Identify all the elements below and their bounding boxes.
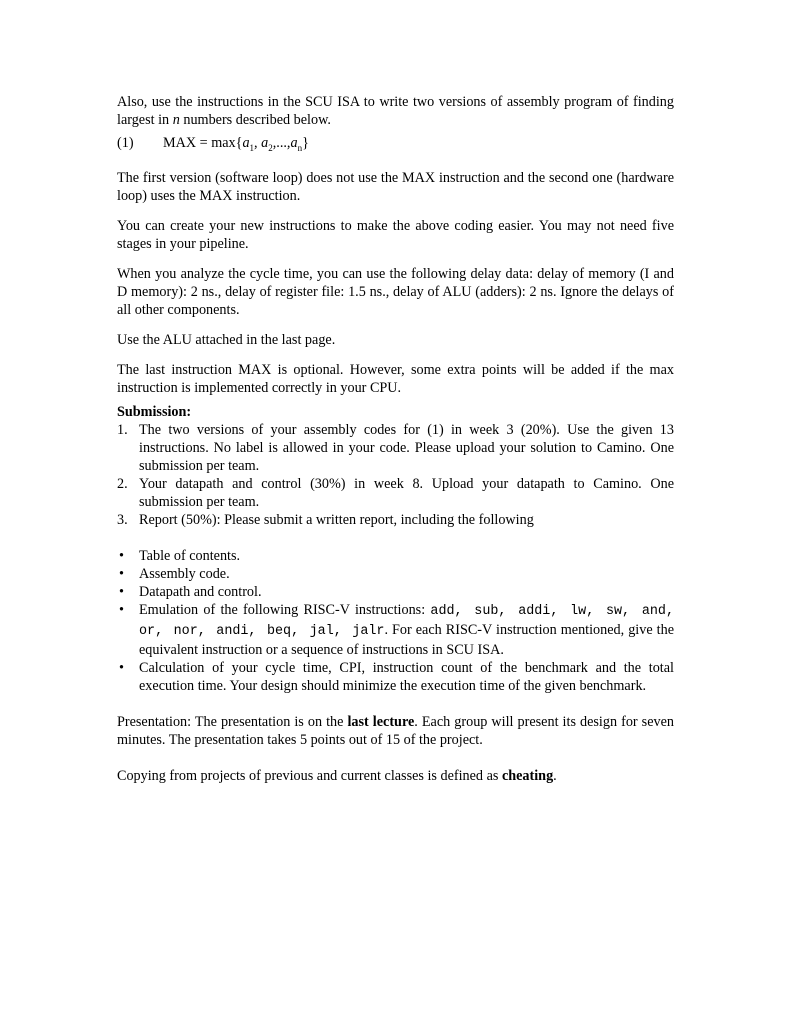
report-item-datapath: • Datapath and control. — [119, 584, 262, 600]
submission-item: 3. Report (50%): Please submit a written report, including the following — [117, 512, 534, 528]
last-lecture-emphasis: last lecture — [347, 714, 415, 730]
riscv-instruction-list: add, sub, addi, lw, sw, and, or, nor, andi, beq, jal, jalr — [139, 604, 674, 639]
variable-n: n — [172, 112, 180, 128]
submission-list — [117, 421, 674, 529]
bullet-icon: • — [119, 584, 124, 600]
bullet-icon: • — [119, 602, 124, 618]
cheating-paragraph: Copying from projects of previous and current classes is defined as cheating. — [117, 768, 557, 784]
report-item-calculation: • Calculation of your cycle time, CPI, instruction count of the benchmark and the total execution time. Your design should minimize the execution time of the given benchmark. — [119, 660, 674, 694]
equation-number: (1) — [117, 135, 134, 151]
cheating-emphasis: cheating — [501, 768, 554, 784]
new-instructions-paragraph: You can create your new instructions to make the above coding easier. You may not need five stages in your pipeline. — [117, 218, 674, 252]
equation-body: MAX = $\max\{a_1$, $a_2,...,a_n$} — [163, 135, 309, 153]
equation-1 — [117, 134, 674, 152]
bullet-icon: • — [119, 660, 124, 676]
document-body — [117, 93, 674, 785]
submission-heading: Submission: — [117, 404, 192, 420]
optional-paragraph: The last instruction MAX is optional. However, some extra points will be added if the max instruction is implemented correctly in your CPU. — [117, 362, 674, 396]
submission-item: 1. The two versions of your assembly codes for (1) in week 3 (20%). Use the given 13 instructions. No label is allowed in your code. Please upload your solution to Camino. One submission per team. — [117, 422, 674, 474]
report-item-toc: • Table of contents. — [119, 548, 241, 564]
alu-paragraph: Use the ALU attached in the last page. — [117, 332, 336, 348]
bullet-icon: • — [119, 566, 124, 582]
report-items-list — [117, 547, 674, 695]
versions-paragraph: The first version (software loop) does not use the MAX instruction and the second one (hardware loop) uses the MAX instruction. — [117, 170, 674, 204]
report-item-assembly: • Assembly code. — [119, 566, 230, 582]
delays-paragraph: When you analyze the cycle time, you can use the following delay data: delay of memory (I and D memory): 2 ns., delay of register file: 1.5 ns., delay of ALU (adders): 2 ns. Ignore the delays of all other components. — [117, 266, 674, 318]
submission-item: 2. Your datapath and control (30%) in week 8. Upload your datapath to Camino. One submission per team. — [117, 476, 674, 510]
report-item-emulation: • Emulation of the following RISC-V instructions: add, sub, addi, lw, sw, and, or, nor, andi, beq, jal, jalr. For each RISC-V instruction mentioned, give the equivalent instruction or a sequence of instructions in SCU ISA. — [119, 602, 674, 658]
intro-paragraph: Also, use the instructions in the SCU ISA to write two versions of assembly program of finding largest in n numbers described below. — [117, 94, 674, 128]
presentation-paragraph: Presentation: The presentation is on the last lecture. Each group will present its design for seven minutes. The presentation takes 5 points out of 15 of the project. — [117, 714, 674, 748]
bullet-icon: • — [119, 548, 124, 564]
